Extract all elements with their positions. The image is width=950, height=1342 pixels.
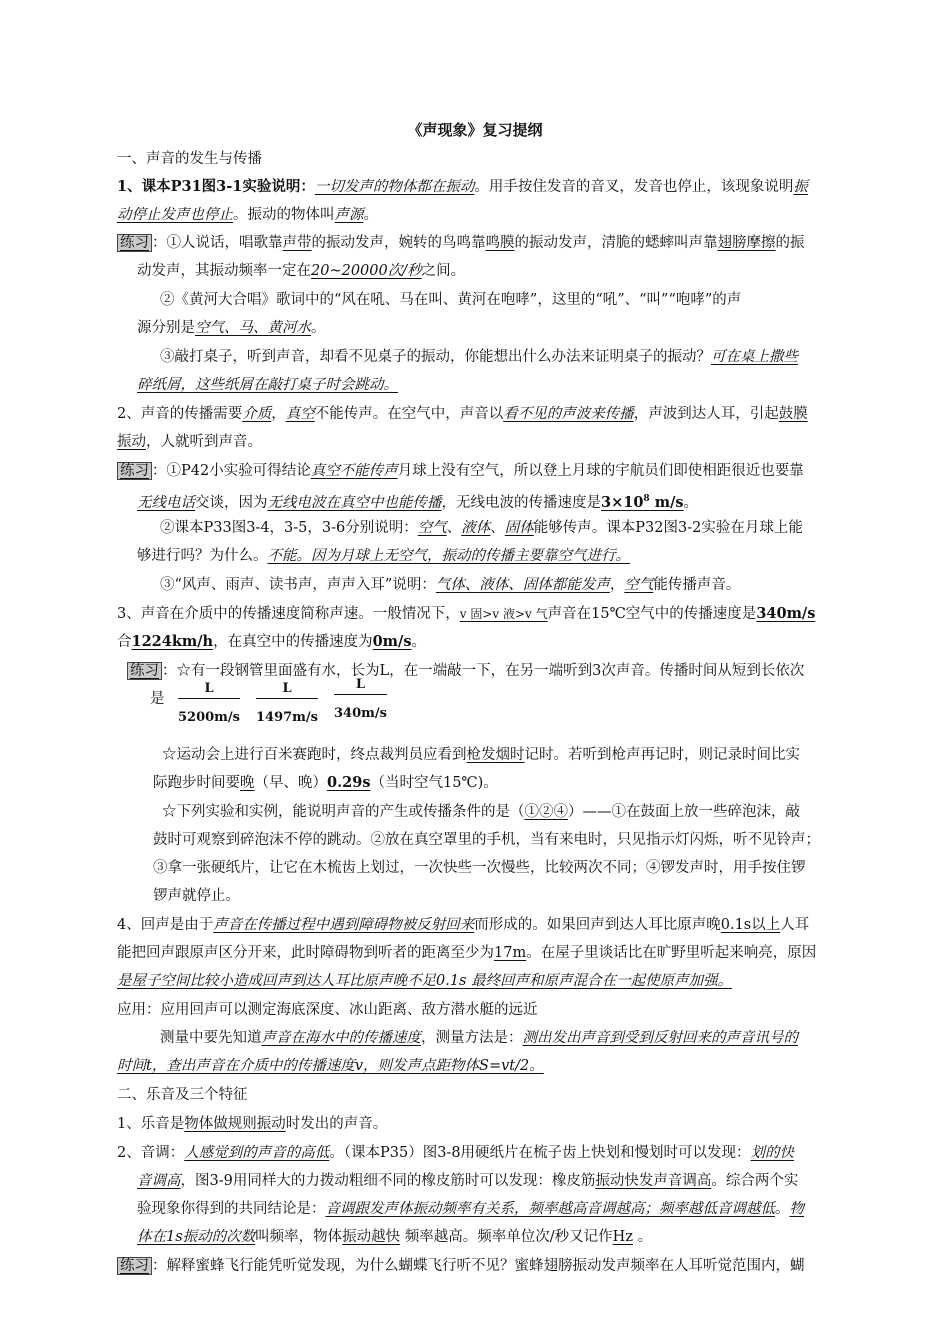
text: 。	[411, 634, 426, 650]
text: 动发声，其振动频率一定在	[137, 263, 311, 279]
text: 验现象你得到的共同结论是：	[137, 1201, 326, 1217]
text: m/s	[649, 493, 684, 511]
answer: 划的快	[750, 1145, 795, 1161]
text: 。	[683, 494, 699, 511]
answer: 是屋子空间比较小造成回声到达人耳比原声晚不足0.1s 最终回声和原声混合在一起使原声加强。	[117, 973, 733, 989]
answer: 动停止发声也停止	[117, 207, 233, 223]
text: 测量中要先知道	[160, 1030, 262, 1046]
text: 合	[117, 634, 132, 650]
exercise-8-line-1	[162, 741, 898, 769]
exercise-7-line-2: 是	[150, 691, 165, 707]
text: ：	[152, 1258, 167, 1274]
answer: 真空	[285, 406, 315, 422]
text: ，	[609, 577, 625, 593]
paragraph-2-line-1	[117, 400, 898, 428]
text: ☆有一段钢管里面盛有水，长为L，在一端敲一下，在另一端听到3次声音。传播时间从短到长依次	[176, 663, 805, 679]
text: 。（课本P35）图3-8用硬纸片在梳子齿上快划和慢划时可以发现：	[329, 1145, 751, 1161]
paragraph-4-line-3	[117, 967, 898, 995]
text: ，在真空中的传播速度为	[213, 634, 373, 650]
text: ）——①在鼓面上放一些碎泡沫，敲	[568, 804, 800, 820]
text: 。在屋子里谈话比在旷野里听起来响亮，原因	[526, 945, 817, 961]
text: ，	[271, 406, 286, 422]
text: 。综合两个实	[711, 1173, 799, 1189]
answer: v 固>v 液>v 气	[459, 607, 548, 621]
answer: 振动快发声音调高	[595, 1173, 712, 1189]
text: ，无线电波的传播速度是	[441, 494, 601, 511]
exercise-7-line-1	[127, 657, 898, 685]
answer: 物	[789, 1201, 804, 1217]
text: （早、晚）	[254, 775, 327, 791]
answer: 声带	[282, 235, 312, 251]
answer: 碎纸屑，这些纸屑在敲打桌子时会跳动。	[137, 377, 398, 393]
paragraph-3-line-1	[117, 600, 898, 628]
text: 交谈，因为	[195, 494, 268, 511]
fraction-denominator: 1497m/s	[256, 710, 319, 725]
text: 解释蜜蜂飞行能凭听觉发现，为什么蝴蝶飞行听不见？蜜蜂翅膀振动发声频率在人耳听觉范围内，蝴	[166, 1258, 805, 1274]
exercise-1-line-2	[137, 257, 898, 285]
text: 2、音调：	[117, 1145, 185, 1161]
application-line-2	[160, 1024, 898, 1052]
answer: 不能。因为月球上无空气，振动的传播主要靠空气进行。	[267, 548, 630, 564]
exercise-8-line-2	[153, 769, 898, 797]
answer: ①②④	[524, 804, 568, 820]
text: 的振动发声，清脆的蟋蟀叫声靠	[514, 235, 718, 251]
question-2-line-4	[137, 1223, 898, 1251]
answer: 测出发出声音到受到反射回来的声音讯号的	[522, 1030, 798, 1046]
answer: 空气、马、黄河水	[195, 320, 311, 336]
answer: 无线电波在真空中也能传播	[267, 494, 442, 511]
text: 。	[363, 207, 378, 223]
exercise-4-line-1	[117, 457, 898, 485]
answer: 17m	[494, 945, 527, 961]
answer: 气体、液体、固体都能发声	[435, 577, 610, 593]
answer: 振	[793, 179, 808, 195]
text: 源分别是	[137, 320, 195, 336]
text: ☆下列实验和实例，能说明声音的产生或传播条件的是（	[162, 804, 525, 820]
exercise-4-line-2	[137, 485, 898, 517]
fraction-denominator: 340m/s	[334, 706, 387, 721]
exercise-9-line-4: 锣声就停止。	[153, 888, 240, 904]
answer: 空气	[417, 520, 447, 536]
answer: 无线电话	[137, 494, 195, 511]
answer: 物体做规则振动	[184, 1116, 286, 1132]
answer: 介质	[242, 406, 272, 422]
text: ☆运动会上进行百米赛跑时，终点裁判员应看到	[162, 747, 467, 763]
document-title: 《声现象》复习提纲	[407, 121, 543, 139]
answer: 枪发烟时	[466, 747, 525, 763]
exercise-3-line-2	[137, 371, 898, 399]
text: ：	[152, 235, 167, 251]
answer: 鸣膜	[485, 235, 515, 251]
answer: 体在1s振动的次数	[137, 1229, 256, 1245]
exercise-2-line-1: ②《黄河大合唱》歌词中的“风在吼、马在叫、黄河在咆哮”，这里的“吼”、“叫”“咆哮”的声	[160, 292, 742, 308]
answer: 翅膀摩擦	[717, 235, 776, 251]
answer: 1224km/h	[131, 633, 214, 650]
paragraph-1-line-2	[117, 201, 898, 229]
text: ③敲打桌子，听到声音，却看不见桌子的振动，你能想出什么办法来证明桌子的振动？	[160, 349, 711, 365]
section-heading-2: 二、乐音及三个特征	[117, 1087, 248, 1103]
question-2-line-1	[117, 1139, 898, 1167]
paragraph-2-line-2	[117, 428, 898, 456]
exercise-9-line-1	[162, 798, 898, 826]
paragraph-4-line-1	[117, 911, 898, 939]
text: 。	[632, 1229, 653, 1245]
answer: 固体	[504, 520, 534, 536]
text: 够进行吗？为什么。	[137, 548, 268, 564]
text: 际跑步时间要	[153, 775, 240, 791]
text: 。用手按住发音的音叉，发音也停止，该现象说明	[474, 179, 794, 195]
text: 之间。	[421, 263, 466, 279]
fraction-steel	[178, 680, 240, 727]
exercise-3-line-1	[160, 343, 898, 371]
text: ：	[152, 463, 167, 479]
text: 能够传声。课本P32图3-2实验在月球上能	[533, 520, 803, 536]
answer: 0.29s	[327, 774, 371, 791]
exercise-6-line-1	[160, 571, 898, 599]
answer: 音调跟发声体振动频率有关系，频率越高音调越高；频率越低音调越低	[325, 1201, 775, 1217]
text: ③“风声、雨声、读书声，声声入耳”说明：	[160, 577, 436, 593]
fraction-denominator: 5200m/s	[178, 710, 241, 725]
answer: 液体	[461, 520, 491, 536]
answer: 声音在传播过程中遇到障碍物被反射回来	[213, 917, 475, 933]
application-line-1: 应用：应用回声可以测定海底深度、冰山距离、敌方潜水艇的远近	[117, 1002, 538, 1018]
answer: 0m/s	[372, 633, 412, 650]
text: 人耳	[780, 917, 810, 933]
answer: Hz	[612, 1229, 633, 1245]
text: 频率越高。频率单位次/秒又记作	[400, 1229, 613, 1245]
text: 1、乐音是	[117, 1116, 185, 1132]
answer: 音调高	[137, 1173, 181, 1189]
text: ，测量方法是：	[421, 1030, 523, 1046]
exercise-label: 练习	[117, 234, 152, 252]
text: ：	[162, 663, 177, 679]
text: ①人说话，唱歌靠	[166, 235, 283, 251]
question-2-line-2	[137, 1167, 898, 1195]
text: ，图3-9用同样大的力拨动粗细不同的橡皮筋时可以发现：橡皮筋	[180, 1173, 596, 1189]
answer: 振动	[117, 434, 146, 450]
answer: 鼓膜	[778, 406, 808, 422]
question-1	[117, 1110, 898, 1138]
text: 能传播声音。	[653, 577, 741, 593]
text: 叫频率，物体	[255, 1229, 343, 1245]
answer: 340m/s	[756, 605, 816, 622]
answer: 晚	[240, 775, 255, 791]
text: 、	[490, 520, 505, 536]
text: ②课本P33图3-4，3-5，3-6分别说明：	[160, 520, 418, 536]
text: 。振动的物体叫	[233, 207, 335, 223]
exercise-2-line-2	[137, 314, 898, 342]
text: 记时。若听到枪声再记时，则记录时间比实	[524, 747, 800, 763]
text: ，声波到达人耳，引起	[633, 406, 779, 422]
answer: 人感觉到的声音的高低	[184, 1145, 330, 1161]
text: 的振动发声，婉转的鸟鸣靠	[311, 235, 486, 251]
text: 、	[446, 520, 462, 536]
exercise-label: 练习	[127, 662, 162, 680]
fraction-air	[334, 676, 387, 723]
text: 时发出的声音。	[285, 1116, 388, 1132]
paragraph-1-line-1	[117, 173, 898, 201]
answer	[601, 494, 684, 511]
answer: 真空不能传声	[310, 463, 398, 479]
text: 。	[775, 1201, 790, 1217]
answer: 看不见的声波来传播	[503, 406, 634, 422]
fraction-water	[256, 680, 318, 727]
text: 3、声音在介质中的传播速度简称声速。一般情况下，	[117, 606, 460, 622]
text: ①P42小实验可得结论	[166, 463, 311, 479]
answer: 时间t，查出声音在介质中的传播速度v，则发声点距物体S=vt/2。	[117, 1058, 544, 1074]
text: （当时空气15℃)。	[370, 775, 498, 791]
text: 1、课本P31图3-1实验说明：	[117, 178, 315, 195]
answer: 声音在海水中的传播速度	[261, 1030, 421, 1046]
exercise-label: 练习	[117, 462, 152, 480]
exercise-10-line-1	[117, 1252, 898, 1280]
exercise-9-line-2: 鼓时可观察到碎泡沫不停的跳动。②放在真空罩里的手机，当有来电时，只见指示灯闪烁，听不见铃声；	[153, 832, 820, 848]
exercise-1-line-1	[117, 229, 898, 257]
answer: 一切发声的物体都在振动	[314, 179, 475, 195]
exercise-5-line-2	[137, 542, 898, 570]
fraction-numerator: L	[178, 680, 240, 699]
answer: 声源	[334, 207, 364, 223]
text: 2、声音的传播需要	[117, 406, 243, 422]
text: 不能传声。在空气中，声音以	[314, 406, 504, 422]
paragraph-3-line-2	[117, 628, 898, 656]
text: 的振	[775, 235, 805, 251]
section-heading-1: 一、声音的发生与传播	[117, 151, 262, 167]
text: 3×10	[601, 493, 644, 511]
fraction-numerator: L	[334, 676, 387, 695]
answer: 振动越快	[342, 1229, 401, 1245]
text: ，人就听到声音。	[146, 434, 262, 450]
text: 。	[311, 320, 326, 336]
superscript: 8	[643, 494, 650, 504]
text: 能把回声跟原声区分开来，此时障碍物到听者的距离至少为	[117, 945, 494, 961]
exercise-5-line-1	[160, 514, 898, 542]
answer: 0.1s以上	[720, 917, 781, 933]
fraction-numerator: L	[256, 680, 318, 699]
answer: 空气	[624, 577, 654, 593]
question-2-line-3	[137, 1195, 898, 1223]
paragraph-4-line-2	[117, 939, 898, 967]
application-line-3	[117, 1052, 898, 1080]
text: 而形成的。如果回声到达人耳比原声晚	[474, 917, 721, 933]
text: 4、回声是由于	[117, 917, 214, 933]
text: 声音在15℃空气中的传播速度是	[547, 606, 757, 622]
exercise-label: 练习	[117, 1257, 152, 1275]
text: 月球上没有空气，所以登上月球的宇航员们即使相距很近也要靠	[397, 463, 804, 479]
answer: 20~20000次/秒	[311, 263, 422, 279]
answer: 可在桌上撒些	[711, 349, 798, 365]
exercise-9-line-3: ③拿一张硬纸片，让它在木梳齿上划过，一次快些一次慢些，比较两次不同；④锣发声时，用手按住锣	[153, 860, 806, 876]
